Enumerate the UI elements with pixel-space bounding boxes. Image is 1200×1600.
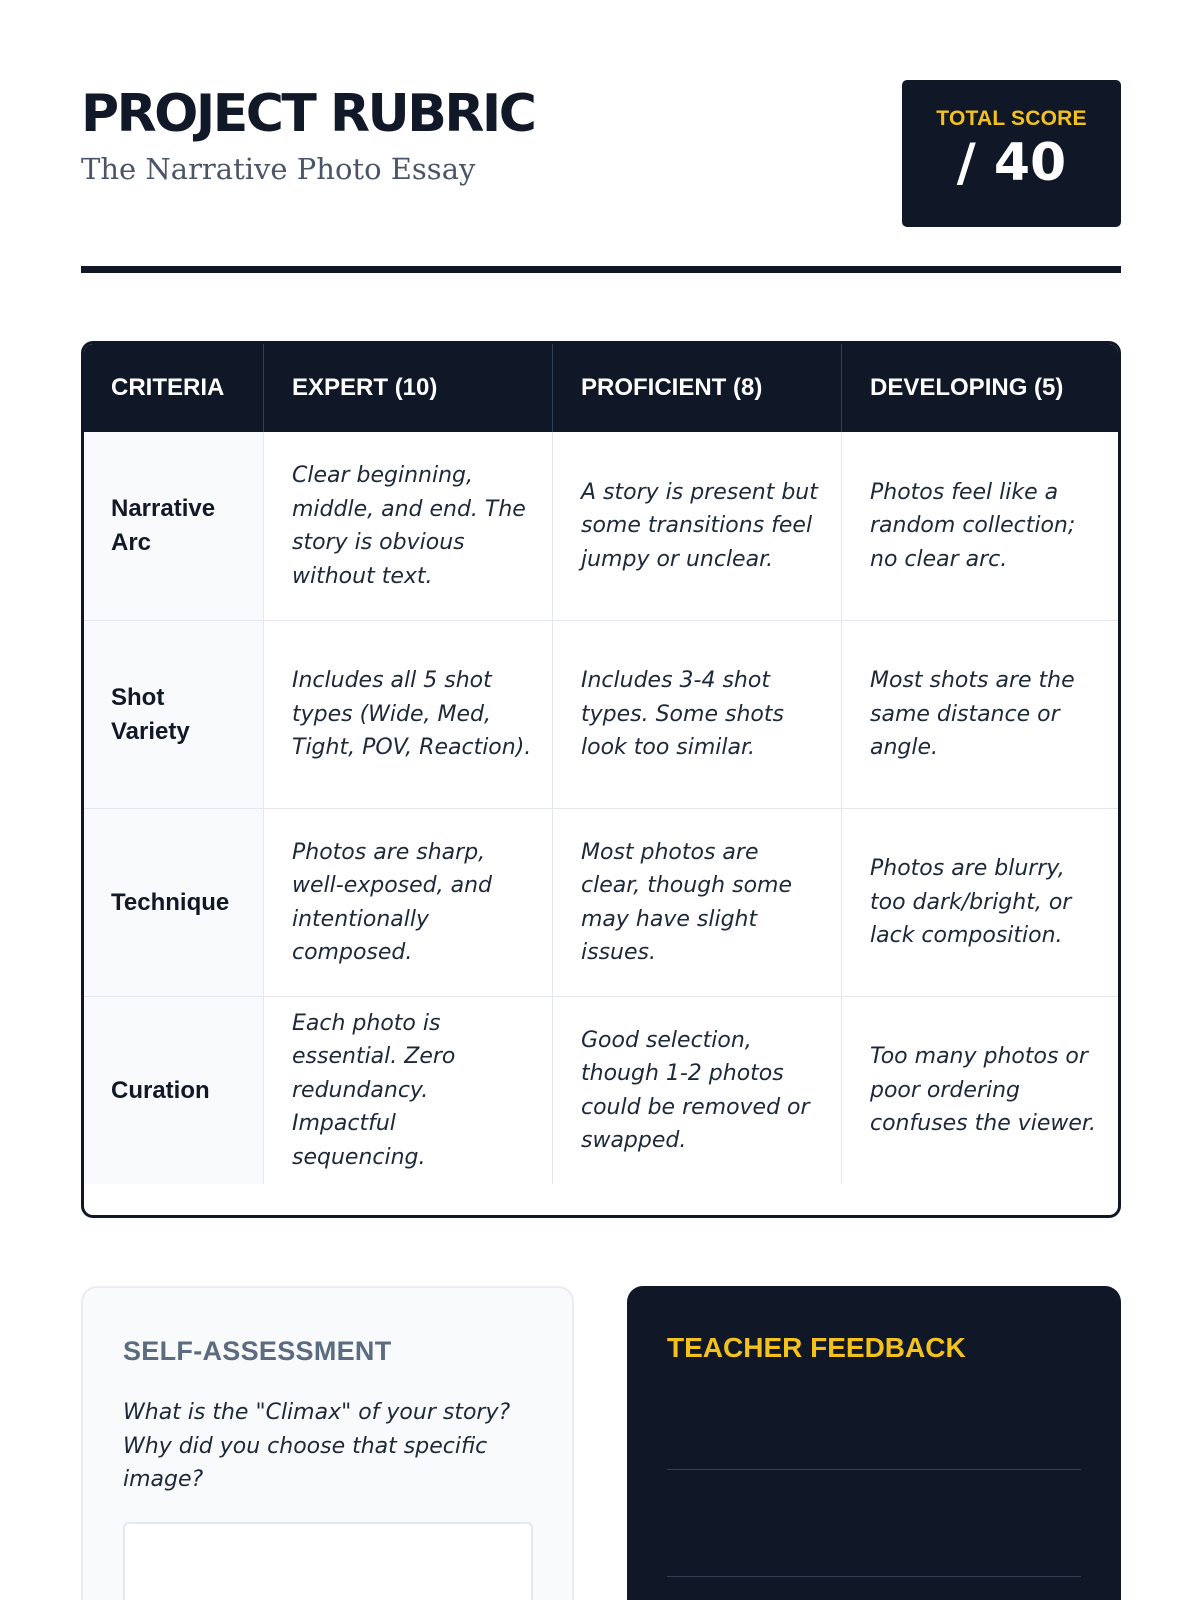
proficient-cell: Good selection, though 1-2 photos could be removed or swapped. (553, 997, 842, 1184)
total-score-label: TOTAL SCORE (936, 107, 1087, 130)
criteria-cell: Shot Variety (84, 621, 264, 808)
expert-cell: Clear beginning, middle, and end. The story is obvious without text. (264, 432, 553, 620)
teacher-feedback-title: TEACHER FEEDBACK (667, 1332, 966, 1363)
teacher-feedback-card (627, 1286, 1121, 1600)
developing-cell: Photos are blurry, too dark/bright, or lack composition. (870, 856, 1072, 949)
table-row (84, 432, 1118, 620)
total-score-box (902, 80, 1121, 227)
self-assessment-answer-box[interactable] (123, 1522, 533, 1600)
page-header (81, 80, 1121, 228)
criteria-cell: Narrative Arc (84, 432, 264, 620)
developing-cell: Most shots are the same distance or angle. (870, 668, 1075, 761)
expert-cell: Photos are sharp, well-exposed, and intentionally composed. (264, 809, 553, 996)
feedback-line (667, 1576, 1081, 1577)
total-score-value: / 40 (956, 133, 1067, 193)
column-header-expert: EXPERT (10) (264, 344, 553, 432)
rubric-header-row (84, 344, 1118, 432)
criteria-cell: Curation (84, 997, 264, 1184)
criteria-cell: Technique (84, 809, 264, 996)
proficient-cell: Includes 3-4 shot types. Some shots look too similar. (553, 621, 842, 808)
self-assessment-card (81, 1286, 574, 1600)
expert-cell: Each photo is essential. Zero redundancy. Impactful sequencing. (264, 997, 553, 1184)
table-row (84, 620, 1118, 808)
proficient-cell: Most photos are clear, though some may have slight issues. (553, 809, 842, 996)
page-title: PROJECT RUBRIC (81, 84, 535, 144)
expert-cell: Includes all 5 shot types (Wide, Med, Tight, POV, Reaction). (264, 621, 553, 808)
feedback-line (667, 1469, 1081, 1470)
column-header-criteria: CRITERIA (84, 344, 264, 432)
header-divider (81, 266, 1121, 273)
developing-cell: Photos feel like a random collection; no clear arc. (870, 479, 1076, 572)
table-row (84, 808, 1118, 996)
self-assessment-title: SELF-ASSESSMENT (123, 1336, 392, 1366)
column-header-developing: DEVELOPING (5) (870, 374, 1064, 401)
rubric-table (81, 341, 1121, 1218)
column-header-proficient: PROFICIENT (8) (553, 344, 842, 432)
page-subtitle: The Narrative Photo Essay (81, 152, 476, 186)
proficient-cell: A story is present but some transitions feel jumpy or unclear. (553, 432, 842, 620)
table-row (84, 996, 1118, 1184)
developing-cell: Too many photos or poor ordering confuses the viewer. (870, 1044, 1096, 1137)
rubric-body (84, 432, 1118, 1184)
self-assessment-question: What is the "Climax" of your story? Why did you choose that specific image? (123, 1400, 511, 1492)
